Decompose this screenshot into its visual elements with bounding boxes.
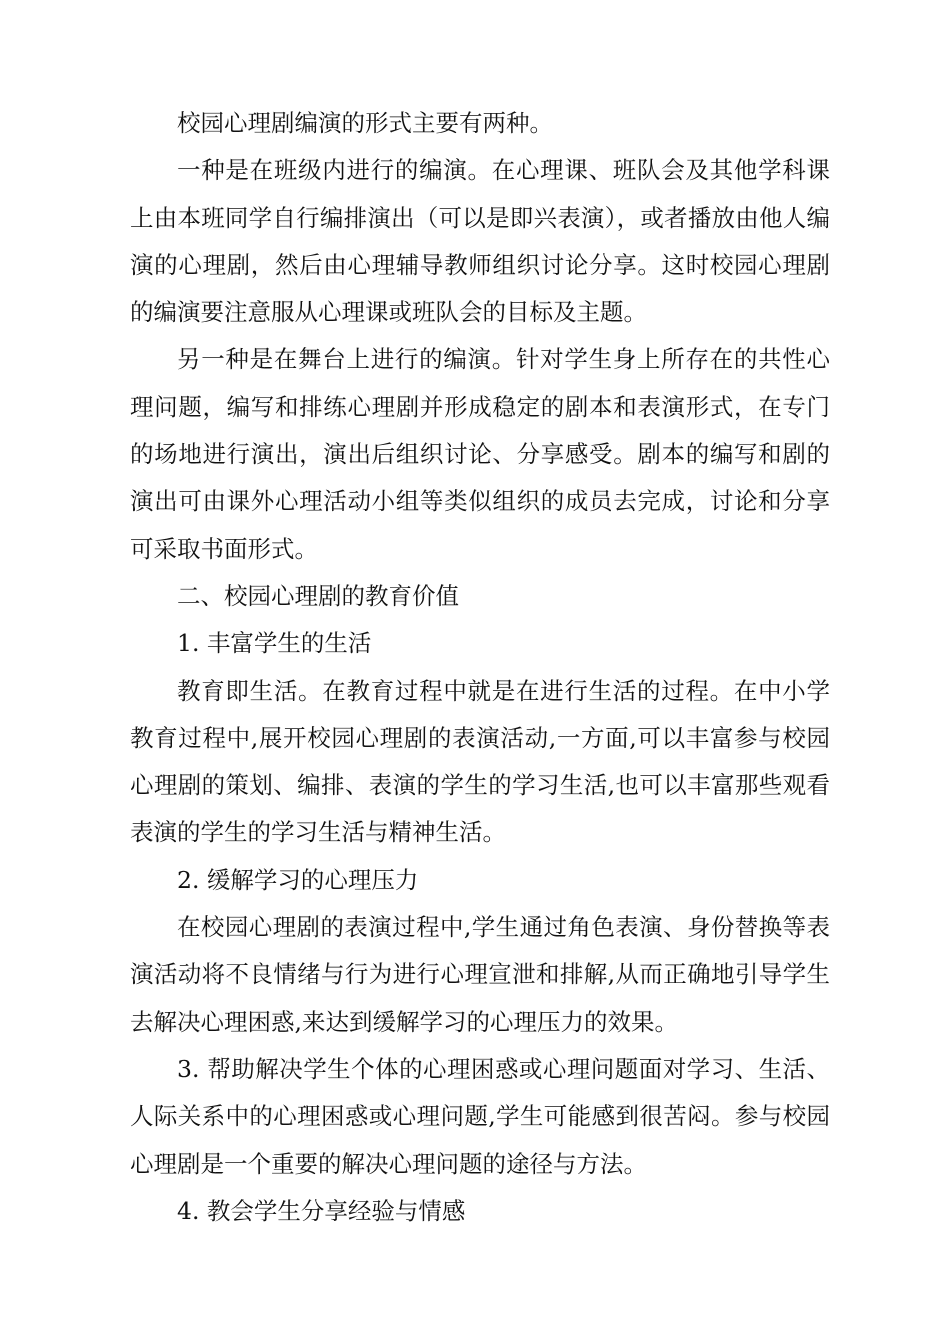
paragraph-stage-performance: 另一种是在舞台上进行的编演。针对学生身上所存在的共性心理问题，编写和排练心理剧并形成稳定的剧本和表演形式，在专门的场地进行演出，演出后组织讨论、分享感受。剧本的编写和剧的演出可由课外心理活动小组等类似组织的成员去完成，讨论和分享可采取书面形式。 [130,345,830,563]
section-heading-educational-value: 二、校园心理剧的教育价值 [177,581,459,610]
paragraph-solve-problems: 3. 帮助解决学生个体的心理困惑或心理问题面对学习、生活、人际关系中的心理困惑或心理问题,学生可能感到很苦闷。参与校园心理剧是一个重要的解决心理问题的途径与方法。 [130,1054,830,1178]
document-page [130,100,830,1235]
subheading-enrich-life: 1. 丰富学生的生活 [177,629,372,658]
paragraph-intro: 校园心理剧编演的形式主要有两种。 [177,109,553,137]
paragraph-relieve-pressure: 在校园心理剧的表演过程中,学生通过角色表演、身份替换等表演活动将不良情绪与行为进行心理宣泄和排解,从而正确地引导学生去解决心理困惑,来达到缓解学习的心理压力的效果。 [130,913,830,1036]
subheading-relieve-pressure: 2. 缓解学习的心理压力 [177,865,419,894]
subheading-share-experience: 4. 教会学生分享经验与情感 [177,1196,466,1225]
paragraph-class-performance: 一种是在班级内进行的编演。在心理课、班队会及其他学科课上由本班同学自行编排演出（可以是即兴表演），或者播放由他人编演的心理剧，然后由心理辅导教师组织讨论分享。这时校园心理剧的编演要注意服从心理课或班队会的目标及主题。 [130,156,830,327]
paragraph-enrich-life: 教育即生活。在教育过程中就是在进行生活的过程。在中小学教育过程中,展开校园心理剧的表演活动,一方面,可以丰富参与校园心理剧的策划、编排、表演的学生的学习生活,也可以丰富那些观看表演的学生的学习生活与精神生活。 [130,676,830,847]
